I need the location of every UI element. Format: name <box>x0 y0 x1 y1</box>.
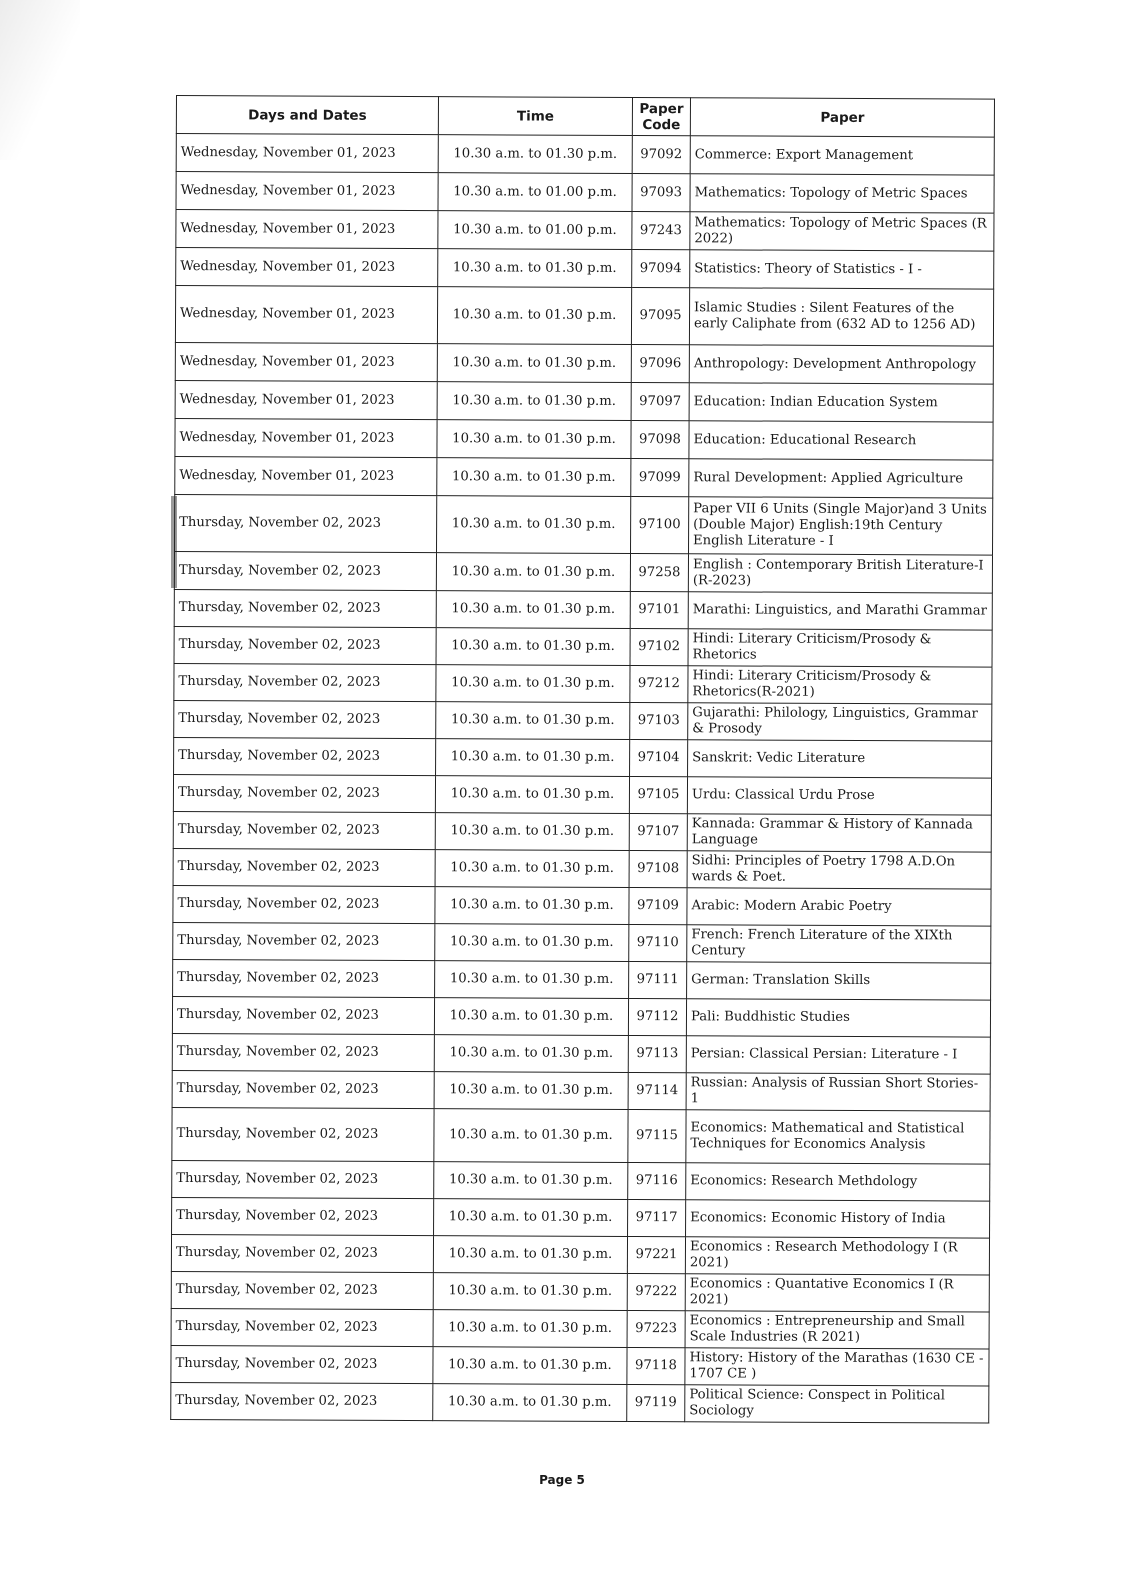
row-date: Thursday, November 02, 2023 <box>172 1197 434 1235</box>
table-row <box>172 1160 990 1201</box>
row-paper-title: Economics : Research Methodology I (R 2021) <box>685 1237 989 1275</box>
table-row <box>176 248 994 290</box>
row-paper-title: Sanskrit: Vedic Literature <box>688 740 992 778</box>
row-date: Thursday, November 02, 2023 <box>173 959 435 997</box>
table-row <box>172 996 990 1037</box>
row-paper-title: Russian: Analysis of Russian Short Stories-1 <box>686 1073 990 1111</box>
row-date: Thursday, November 02, 2023 <box>171 1345 433 1383</box>
table-row <box>173 811 991 852</box>
row-paper-title: Mathematics: Topology of Metric Spaces <box>690 174 994 213</box>
row-paper-title: Sidhi: Principles of Poetry 1798 A.D.On wards & Poet. <box>687 851 991 889</box>
table-row <box>171 1308 989 1349</box>
row-time: 10.30 a.m. to 01.30 p.m. <box>435 813 629 851</box>
row-paper-code: 97223 <box>627 1310 685 1347</box>
row-paper-code: 97108 <box>629 850 687 887</box>
row-time: 10.30 a.m. to 01.30 p.m. <box>434 1162 628 1200</box>
row-date: Wednesday, November 01, 2023 <box>175 286 437 344</box>
row-paper-title: German: Translation Skills <box>687 962 991 1000</box>
table-row <box>174 700 992 741</box>
row-paper-title: English : Contemporary British Literature-I (R-2023) <box>688 554 992 593</box>
row-paper-code: 97100 <box>631 496 689 553</box>
row-paper-code: 97101 <box>630 591 688 628</box>
row-paper-title: Pali: Buddhistic Studies <box>686 999 990 1037</box>
row-paper-code: 97104 <box>630 739 688 776</box>
row-date: Wednesday, November 01, 2023 <box>176 248 438 287</box>
row-time: 10.30 a.m. to 01.00 p.m. <box>438 173 632 212</box>
row-date: Thursday, November 02, 2023 <box>173 811 435 849</box>
table-row <box>173 922 991 963</box>
row-paper-title: Persian: Classical Persian: Literature - I <box>686 1036 990 1074</box>
row-paper-title: Arabic: Modern Arabic Poetry <box>687 888 991 926</box>
table-row <box>173 959 991 1000</box>
row-time: 10.30 a.m. to 01.30 p.m. <box>436 702 630 740</box>
row-date: Thursday, November 02, 2023 <box>172 1033 434 1071</box>
table-header-row <box>176 96 994 138</box>
row-time: 10.30 a.m. to 01.30 p.m. <box>434 1199 628 1237</box>
row-date: Thursday, November 02, 2023 <box>173 922 435 960</box>
row-time: 10.30 a.m. to 01.30 p.m. <box>435 961 629 999</box>
row-paper-code: 97222 <box>627 1273 685 1310</box>
header-time: Time <box>438 97 632 136</box>
table-row <box>175 418 993 460</box>
row-time: 10.30 a.m. to 01.30 p.m. <box>436 665 630 703</box>
row-date: Thursday, November 02, 2023 <box>171 1382 433 1420</box>
row-time: 10.30 a.m. to 01.30 p.m. <box>438 135 632 174</box>
row-time: 10.30 a.m. to 01.30 p.m. <box>434 1072 628 1110</box>
header-paper: Paper <box>690 98 994 137</box>
row-date: Thursday, November 02, 2023 <box>173 885 435 923</box>
table-row <box>174 626 992 667</box>
row-paper-title: Education: Indian Education System <box>689 383 993 422</box>
row-time: 10.30 a.m. to 01.30 p.m. <box>437 344 631 383</box>
row-paper-title: History: History of the Marathas (1630 CE - 1707 CE ) <box>685 1348 989 1386</box>
row-time: 10.30 a.m. to 01.30 p.m. <box>437 382 631 421</box>
row-paper-code: 97114 <box>628 1072 686 1109</box>
row-time: 10.30 a.m. to 01.30 p.m. <box>433 1347 627 1385</box>
row-time: 10.30 a.m. to 01.30 p.m. <box>436 628 630 666</box>
row-time: 10.30 a.m. to 01.30 p.m. <box>435 776 629 814</box>
row-paper-code: 97118 <box>627 1347 685 1384</box>
row-date: Thursday, November 02, 2023 <box>171 1271 433 1309</box>
row-date: Thursday, November 02, 2023 <box>171 1234 433 1272</box>
row-time: 10.30 a.m. to 01.30 p.m. <box>438 249 632 288</box>
table-row <box>174 551 992 593</box>
table-row <box>176 172 994 214</box>
row-paper-title: Marathi: Linguistics, and Marathi Grammar <box>688 592 992 630</box>
row-time: 10.30 a.m. to 01.30 p.m. <box>434 1035 628 1073</box>
table-body <box>171 134 995 1424</box>
table-row <box>175 286 993 347</box>
header-days-and-dates: Days and Dates <box>176 96 438 135</box>
table-row <box>174 589 992 630</box>
row-paper-code: 97221 <box>627 1236 685 1273</box>
row-paper-title: Commerce: Export Management <box>690 136 994 175</box>
row-time: 10.30 a.m. to 01.30 p.m. <box>434 998 628 1036</box>
row-time: 10.30 a.m. to 01.30 p.m. <box>433 1273 627 1311</box>
row-date: Wednesday, November 01, 2023 <box>176 134 438 173</box>
table-row <box>175 380 993 422</box>
table-row <box>173 848 991 889</box>
row-date: Thursday, November 02, 2023 <box>173 774 435 812</box>
row-paper-title: Hindi: Literary Criticism/Prosody & Rhetorics(R-2021) <box>688 666 992 704</box>
row-paper-code: 97099 <box>631 458 689 496</box>
row-date: Thursday, November 02, 2023 <box>174 551 436 590</box>
row-time: 10.30 a.m. to 01.30 p.m. <box>433 1236 627 1274</box>
row-time: 10.30 a.m. to 01.30 p.m. <box>435 850 629 888</box>
row-date: Thursday, November 02, 2023 <box>174 737 436 775</box>
row-time: 10.30 a.m. to 01.30 p.m. <box>433 1384 627 1422</box>
row-paper-code: 97103 <box>630 702 688 739</box>
row-paper-code: 97116 <box>628 1162 686 1199</box>
row-paper-title: Kannada: Grammar & History of Kannada Language <box>687 814 991 852</box>
row-paper-title: Islamic Studies : Silent Features of the early Caliphate from (632 AD to 1256 AD) <box>689 288 993 346</box>
row-date: Wednesday, November 01, 2023 <box>175 456 437 495</box>
row-paper-code: 97113 <box>628 1035 686 1072</box>
row-paper-title: Hindi: Literary Criticism/Prosody & Rhetorics <box>688 629 992 667</box>
row-time: 10.30 a.m. to 01.30 p.m. <box>437 420 631 459</box>
row-date: Thursday, November 02, 2023 <box>174 589 436 627</box>
row-paper-code: 97097 <box>631 382 689 420</box>
row-paper-code: 97105 <box>629 776 687 813</box>
row-time: 10.30 a.m. to 01.30 p.m. <box>436 739 630 777</box>
row-paper-code: 97115 <box>628 1109 686 1162</box>
row-date: Thursday, November 02, 2023 <box>172 996 434 1034</box>
row-paper-code: 97119 <box>627 1384 685 1421</box>
row-paper-title: Economics: Economic History of India <box>686 1200 990 1238</box>
table-row <box>172 1107 990 1164</box>
row-paper-title: Paper VII 6 Units (Single Major)and 3 Units (Double Major) English:19th Century English Literature - I <box>689 497 993 555</box>
row-date: Thursday, November 02, 2023 <box>174 700 436 738</box>
table-row <box>171 1271 989 1312</box>
row-date: Wednesday, November 01, 2023 <box>175 380 437 419</box>
table-row <box>172 1197 990 1238</box>
table-row <box>176 210 994 252</box>
row-paper-code: 97092 <box>632 135 690 173</box>
exam-schedule-table <box>170 95 995 1424</box>
row-paper-code: 97095 <box>631 287 689 344</box>
row-paper-title: Economics: Research Methdology <box>686 1163 990 1201</box>
row-date: Thursday, November 02, 2023 <box>174 663 436 701</box>
row-date: Thursday, November 02, 2023 <box>175 494 437 552</box>
row-paper-title: Mathematics: Topology of Metric Spaces (R 2022) <box>690 212 994 251</box>
row-date: Thursday, November 02, 2023 <box>173 848 435 886</box>
table-row <box>174 737 992 778</box>
table-row <box>173 885 991 926</box>
row-time: 10.30 a.m. to 01.30 p.m. <box>433 1310 627 1348</box>
table-row <box>171 1234 989 1275</box>
row-paper-title: Gujarathi: Philology, Linguistics, Grammar & Prosody <box>688 703 992 741</box>
row-paper-code: 97094 <box>632 249 690 287</box>
row-date: Thursday, November 02, 2023 <box>172 1107 434 1161</box>
row-date: Wednesday, November 01, 2023 <box>176 210 438 249</box>
row-paper-code: 97098 <box>631 420 689 458</box>
row-time: 10.30 a.m. to 01.30 p.m. <box>437 287 631 345</box>
header-paper-code: Paper Code <box>632 97 690 135</box>
row-paper-title: Urdu: Classical Urdu Prose <box>687 777 991 815</box>
row-time: 10.30 a.m. to 01.00 p.m. <box>438 211 632 250</box>
row-time: 10.30 a.m. to 01.30 p.m. <box>437 496 631 554</box>
row-time: 10.30 a.m. to 01.30 p.m. <box>434 1109 628 1163</box>
row-date: Thursday, November 02, 2023 <box>172 1160 434 1198</box>
table-row <box>171 1382 989 1423</box>
table-row <box>174 663 992 704</box>
row-paper-code: 97212 <box>630 665 688 702</box>
row-paper-code: 97258 <box>630 553 688 591</box>
row-paper-title: Economics : Quantative Economics I (R 2021) <box>685 1274 989 1312</box>
row-paper-code: 97107 <box>629 813 687 850</box>
row-date: Wednesday, November 01, 2023 <box>175 418 437 457</box>
table-row <box>175 342 993 384</box>
row-paper-code: 97093 <box>632 173 690 211</box>
table-row <box>175 494 993 555</box>
row-paper-code: 97111 <box>629 961 687 998</box>
row-paper-title: French: French Literature of the XIXth Century <box>687 925 991 963</box>
row-time: 10.30 a.m. to 01.30 p.m. <box>437 458 631 497</box>
row-date: Thursday, November 02, 2023 <box>174 626 436 664</box>
row-date: Thursday, November 02, 2023 <box>172 1070 434 1108</box>
row-paper-title: Rural Development: Applied Agriculture <box>689 459 993 498</box>
page-number: Page 5 <box>539 1473 585 1487</box>
row-paper-title: Education: Educational Research <box>689 421 993 460</box>
scan-edge-shadow <box>0 0 80 160</box>
row-paper-title: Anthropology: Development Anthropology <box>689 345 993 384</box>
table-row <box>176 134 994 176</box>
row-paper-title: Economics: Mathematical and Statistical Techniques for Economics Analysis <box>686 1110 990 1164</box>
row-time: 10.30 a.m. to 01.30 p.m. <box>435 887 629 925</box>
row-date: Wednesday, November 01, 2023 <box>175 342 437 381</box>
table-row <box>173 774 991 815</box>
row-paper-title: Political Science: Conspect in Political Sociology <box>685 1385 989 1423</box>
row-time: 10.30 a.m. to 01.30 p.m. <box>435 924 629 962</box>
row-paper-code: 97243 <box>632 211 690 249</box>
table-row <box>172 1070 990 1111</box>
row-date: Wednesday, November 01, 2023 <box>176 172 438 211</box>
table-row <box>172 1033 990 1074</box>
table-row <box>171 1345 989 1386</box>
row-date: Thursday, November 02, 2023 <box>171 1308 433 1346</box>
row-paper-code: 97117 <box>628 1199 686 1236</box>
table-row <box>175 456 993 498</box>
row-paper-code: 97109 <box>629 887 687 924</box>
row-paper-code: 97112 <box>628 998 686 1035</box>
row-paper-code: 97110 <box>629 924 687 961</box>
row-paper-code: 97102 <box>630 628 688 665</box>
row-paper-code: 97096 <box>631 344 689 382</box>
row-time: 10.30 a.m. to 01.30 p.m. <box>436 553 630 592</box>
row-paper-title: Statistics: Theory of Statistics - I - <box>690 250 994 289</box>
row-paper-title: Economics : Entrepreneurship and Small Scale Industries (R 2021) <box>685 1311 989 1349</box>
row-time: 10.30 a.m. to 01.30 p.m. <box>436 591 630 629</box>
